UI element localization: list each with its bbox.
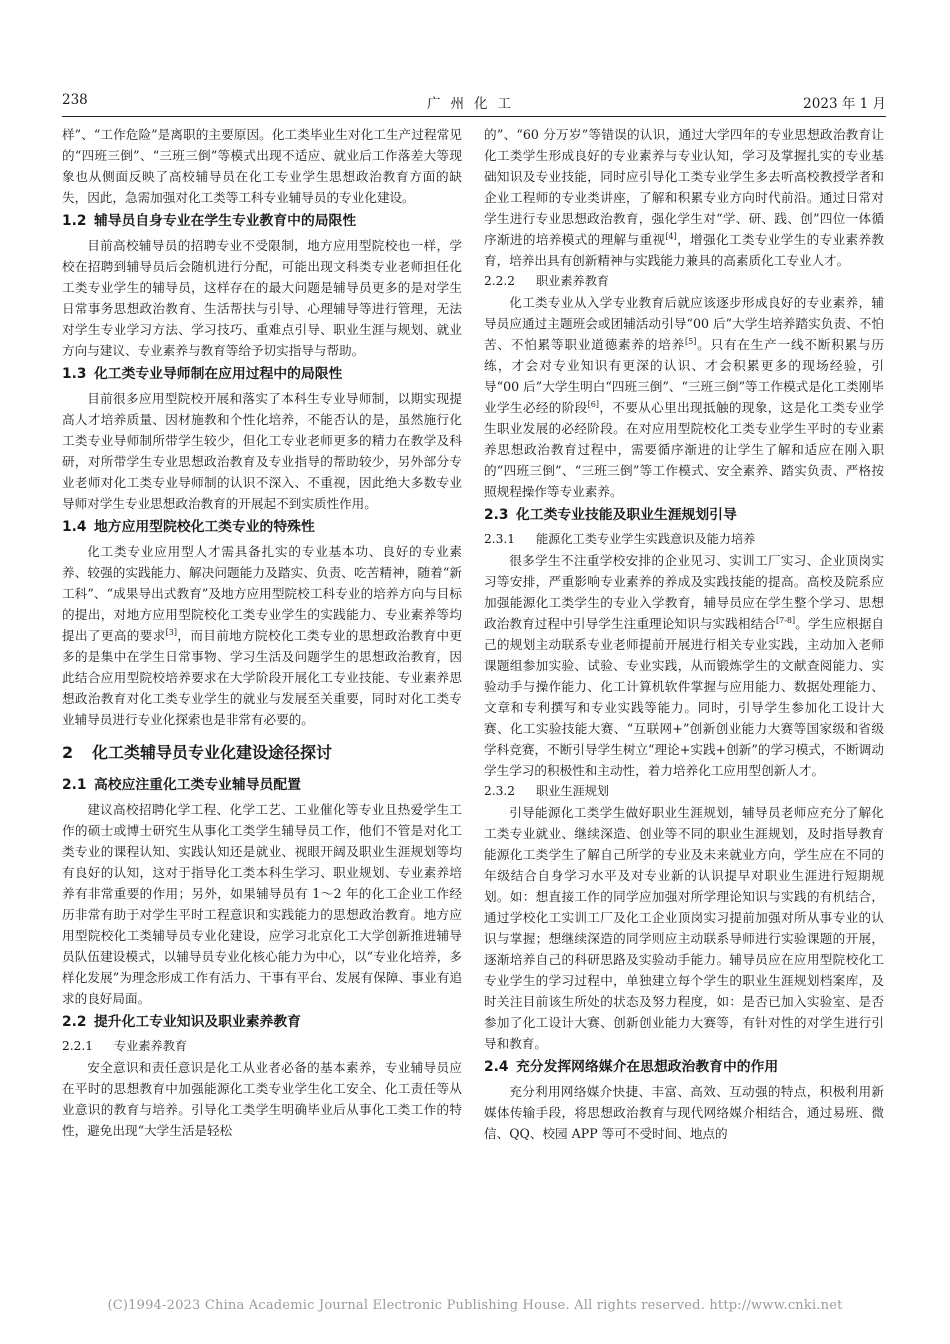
subsection-heading-2-2-1: 2.2.1 专业素养教育 <box>62 1039 188 1053</box>
section-heading-2: 2 化工类辅导员专业化建设途径探讨 <box>62 743 333 762</box>
paragraph: 充分利用网络媒介快捷、丰富、高效、互动强的特点，积极利用新媒体传输手段，将思想政治教育与现代网络媒介相结合，通过易班、微信、QQ、校园 APP 等可不受时间、地点的 <box>484 1084 884 1141</box>
citation: [6] <box>587 399 599 409</box>
paragraph: 很多学生不注重学校安排的企业见习、实训工厂实习、企业顶岗实习等安排，严重影响专业素养的养成及实践技能的提高。高校及院系应加强能源化工类学生的专业入学教育，辅导员应在学生整个学习、思想政治教育过程中引导学生注重理论知识与实践相结合[7-8]。学生应根据自己的规划主动联系专业老师提前开展进行相关专业实践，主动加入老师课题组参加实验、试验、专业实践，从而锻炼学生的文献查阅能力、实验动手与操作能力、化工计算机软件掌握与应用能力、数据处理能力、文章和专利撰写和专业实践等能力。同时，引导学生参加化工设计大赛、化工实验技能大赛、“互联网+”创新创业能力大赛等国家级和省级学科竞赛，不断引导学生树立“理论+实践+创新”的学习模式，不断调动学生学习的积极性和主动性，着力培养化工应用型创新人才。 <box>484 553 885 778</box>
citation: [3] <box>165 627 177 637</box>
paragraph: 化工类专业从入学专业教育后就应该逐步形成良好的专业素养，辅导员应通过主题班会或团辅活动引导“00 后”大学生培养踏实负责、不怕苦、不怕累等职业道德素养的培养[5]。只有在生产一线不断积累与历练，才会对专业知识有更深的认识、才会积累更多的现场经验，引导“00 后”大学生明白“四班三倒”、“三班三倒”等工作模式是化工类刚毕业学生必经的阶段[6]，不要从心里出现抵触的现象，这是化工类专业学生职业发展的必经阶段。在对应用型院校化工类专业学生平时的专业素养思想政治教育过程中，需要循序渐进的让学生了解和适应在刚入职的“四班三倒”、“三班三倒”等工作模式、安全素养、踏实负责、严格按照规程操作等专业素养。 <box>484 295 885 499</box>
section-heading-1-3: 1.3 化工类专业导师制在应用过程中的局限性 <box>62 366 343 382</box>
section-heading-2-4: 2.4 充分发挥网络媒介在思想政治教育中的作用 <box>484 1059 779 1075</box>
copyright-footer: (C)1994-2023 China Academic Journal Electronic Publishing House. All rights reserved. http://www.cnki.net <box>107 1298 843 1313</box>
paragraph: 安全意识和责任意识是化工从业者必备的基本素养，专业辅导员应在平时的思想教育中加强能源化工类专业学生化工安全、化工责任等从业意识的教育与培养。引导化工类学生明确毕业后从事化工类工作的特性，避免出现“大学生活是轻松 <box>62 1060 462 1138</box>
citation: [7-8] <box>776 615 796 625</box>
issue-date: 2023 年 1 月 <box>803 96 886 112</box>
journal-name: 广州化工 <box>427 96 521 112</box>
section-heading-2-1: 2.1 高校应注重化工类专业辅导员配置 <box>62 777 301 793</box>
left-column <box>62 124 462 1141</box>
running-header <box>62 92 886 114</box>
paragraph: 化工类专业应用型人才需具备扎实的专业基本功、良好的专业素养、较强的实践能力、解决问题能力及踏实、负责、吃苦精神，随着“新工科”、“成果导出式教育”及地方应用型院校工科专业的培养方向与目标的提出，对地方应用型院校化工类专业学生的实践能力、专业素养等均提出了更高的要求[3]，而目前地方院校化工类专业的思想政治教育中更多的是集中在学生日常事物、学习生活及问题学生的思想政治教育，因此结合应用型院校培养要求在大学阶段开展化工专业技能、专业素养思想政治教育对化工类专业学生的就业与发展至关重要，同时对化工类专业辅导员进行专业化探索也是非常有必要的。 <box>62 544 463 727</box>
citation: [5] <box>685 336 697 346</box>
paragraph: 目前高校辅导员的招聘专业不受限制，地方应用型院校也一样，学校在招聘到辅导员后会随机进行分配，可能出现文科类专业老师担任化工类专业学生的辅导员，这样存在的最大问题是辅导员更多的是对学生日常事务思想政治教育、生活帮扶与引导、心理辅导等进行管理，无法对学生专业学习方法、学习技巧、重难点引导、职业生涯与规划、就业方向与建议、专业素养与教育等给予切实指导与帮助。 <box>62 238 462 358</box>
paragraph: 建议高校招聘化学工程、化学工艺、工业催化等专业且热爱学生工作的硕士或博士研究生从事化工类学生辅导员工作，他们不管是对化工类专业的课程认知、实践认知还是就业、视眼开阔及职业生涯规划等均有良好的认知，这对于指导化工类本科生学习、职业规划、专业素养培养有非常重要的作用；另外，如果辅导员有 1～2 年的化工企业工作经历非常有助于对学生平时工程意识和实践能力的思想政治教育。地方应用型院校化工类辅导员专业化建设，应学习北京化工大学创新推进辅导员队伍建设模式，以辅导员专业化核心能力为中心，以“专业化培养，多样化发展”为理念形成工作有活力、干事有平台、发展有保障、事业有追求的良好局面。 <box>62 802 462 1006</box>
section-heading-1-4: 1.4 地方应用型院校化工类专业的特殊性 <box>62 519 315 535</box>
paragraph: 目前很多应用型院校开展和落实了本科生专业导师制，以期实现提高人才培养质量、因材施教和个性化培养，不能否认的是，虽然施行化工类专业导师制所带学生较少，但化工专业老师更多的精力在教学及科研，对所带学生专业思想政治教育及专业指导的帮助较少，另外部分专业老师对化工类专业导师制的认识不深入、不重视，因此绝大多数专业导师对学生专业思想政治教育的开展起不到实质性作用。 <box>62 391 462 511</box>
subsection-heading-2-2-2: 2.2.2 职业素养教育 <box>484 274 610 288</box>
section-heading-2-2: 2.2 提升化工专业知识及职业素养教育 <box>62 1014 301 1030</box>
section-heading-1-2: 1.2 辅导员自身专业在学生专业教育中的局限性 <box>62 213 357 229</box>
paragraph: 样”、“工作危险”是离职的主要原因。化工类毕业生对化工生产过程常见的“四班三倒”、“三班三倒”等模式出现不适应、就业后工作落差大等现象也从侧面反映了高校辅导员在化工专业学生思想政治教育方面的缺失，因此，急需加强对化工类等工科专业辅导员的专业化建设。 <box>62 127 462 205</box>
paragraph: 的”、“60 分万岁”等错误的认识，通过大学四年的专业思想政治教育让化工类学生形成良好的专业素养与专业认知，学习及掌握扎实的专业基础知识及专业技能，同时应引导化工类专业学生多去听高校教授学者和企业工程师的专业类讲座，了解和积累专业方向时代前沿。通过日常对学生进行专业思想政治教育，强化学生对“学、研、践、创”四位一体循序渐进的培养模式的理解与重视[4]，增强化工类专业学生的专业素养教育，培养出具有创新精神与实践能力兼具的高素质化工专业人才。 <box>484 127 885 268</box>
subsection-heading-2-3-1: 2.3.1 能源化工类专业学生实践意识及能力培养 <box>484 532 756 546</box>
section-heading-2-3: 2.3 化工类专业技能及职业生涯规划引导 <box>484 507 737 523</box>
header-rule <box>62 116 886 117</box>
citation: [4] <box>665 231 677 241</box>
paragraph: 引导能源化工类学生做好职业生涯规划，辅导员老师应充分了解化工类专业就业、继续深造、创业等不同的职业生涯规划，及时指导教育能源化工类学生了解自己所学的专业及未来就业方向，学生应在不同的年级结合自身学习水平及对专业新的认识提早对职业生涯进行短期规划。如：想直接工作的同学应加强对所学理论知识与实践的有机结合，通过学校化工实训工厂及化工企业顶岗实习提前加强对所从事专业的认识与掌握；想继续深造的同学则应主动联系导师进行实验课题的开展，逐渐培养自己的科研思路及实验动手能力。辅导员应在应用型院校化工专业学生的学习过程中，单独建立每个学生的职业生涯规划档案库，及时关注目前该生所处的状态及努力程度，如：是否已加入实验室、是否参加了化工设计大赛、创新创业能力大赛等，有针对性的对学生进行引导和教育。 <box>484 805 884 1051</box>
page-number: 238 <box>62 92 88 108</box>
right-column <box>484 124 884 1144</box>
subsection-heading-2-3-2: 2.3.2 职业生涯规划 <box>484 784 610 798</box>
